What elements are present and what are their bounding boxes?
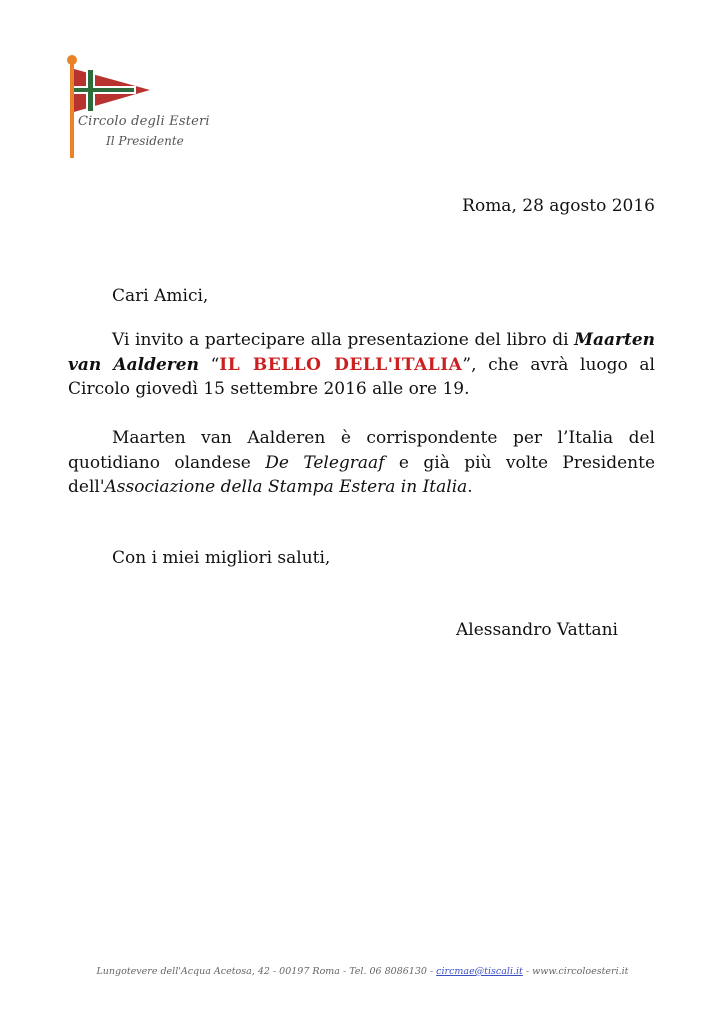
quote-close: ”, bbox=[462, 354, 477, 375]
greeting: Cari Amici, bbox=[112, 286, 209, 306]
para2-end: . bbox=[467, 477, 473, 497]
para1-intro: Vi invito a partecipare alla presentazione del libro di bbox=[112, 330, 575, 350]
paragraph-author-bio bbox=[68, 426, 655, 500]
paragraph-invitation bbox=[68, 328, 655, 402]
closing: Con i miei migliori saluti, bbox=[112, 548, 331, 568]
org-name: Circolo degli Esteri bbox=[78, 114, 210, 129]
footer-address: Lungotevere dell'Acqua Acetosa, 42 - 00197 Roma - Tel. 06 8086130 - bbox=[96, 966, 437, 977]
footer-site[interactable]: - www.circoloesteri.it bbox=[522, 966, 629, 977]
author-name: Maarten van Aalderen bbox=[68, 330, 655, 375]
book-title: IL BELLO DELL'ITALIA bbox=[219, 354, 463, 375]
footer-email-link[interactable]: circmae@tiscali.it bbox=[436, 966, 523, 977]
newspaper-name: De Telegraaf bbox=[265, 452, 385, 473]
quote-open: “ bbox=[198, 354, 220, 375]
para2-intro: Maarten van Aalderen è corrispondente per l’Italia del quotidiano olandese bbox=[68, 428, 655, 473]
letter-date: Roma, 28 agosto 2016 bbox=[462, 196, 655, 216]
letterhead-logo bbox=[62, 54, 232, 164]
para2-middle: e già più volte Presidente dell' bbox=[68, 452, 656, 497]
para1-rest: che avrà luogo al Circolo giovedì 15 settembre 2016 alle ore 19. bbox=[68, 354, 655, 399]
footer bbox=[0, 966, 725, 977]
association-name: Associazione della Stampa Estera in Italia bbox=[104, 477, 468, 497]
signature: Alessandro Vattani bbox=[456, 620, 618, 640]
org-role: Il Presidente bbox=[106, 134, 184, 148]
